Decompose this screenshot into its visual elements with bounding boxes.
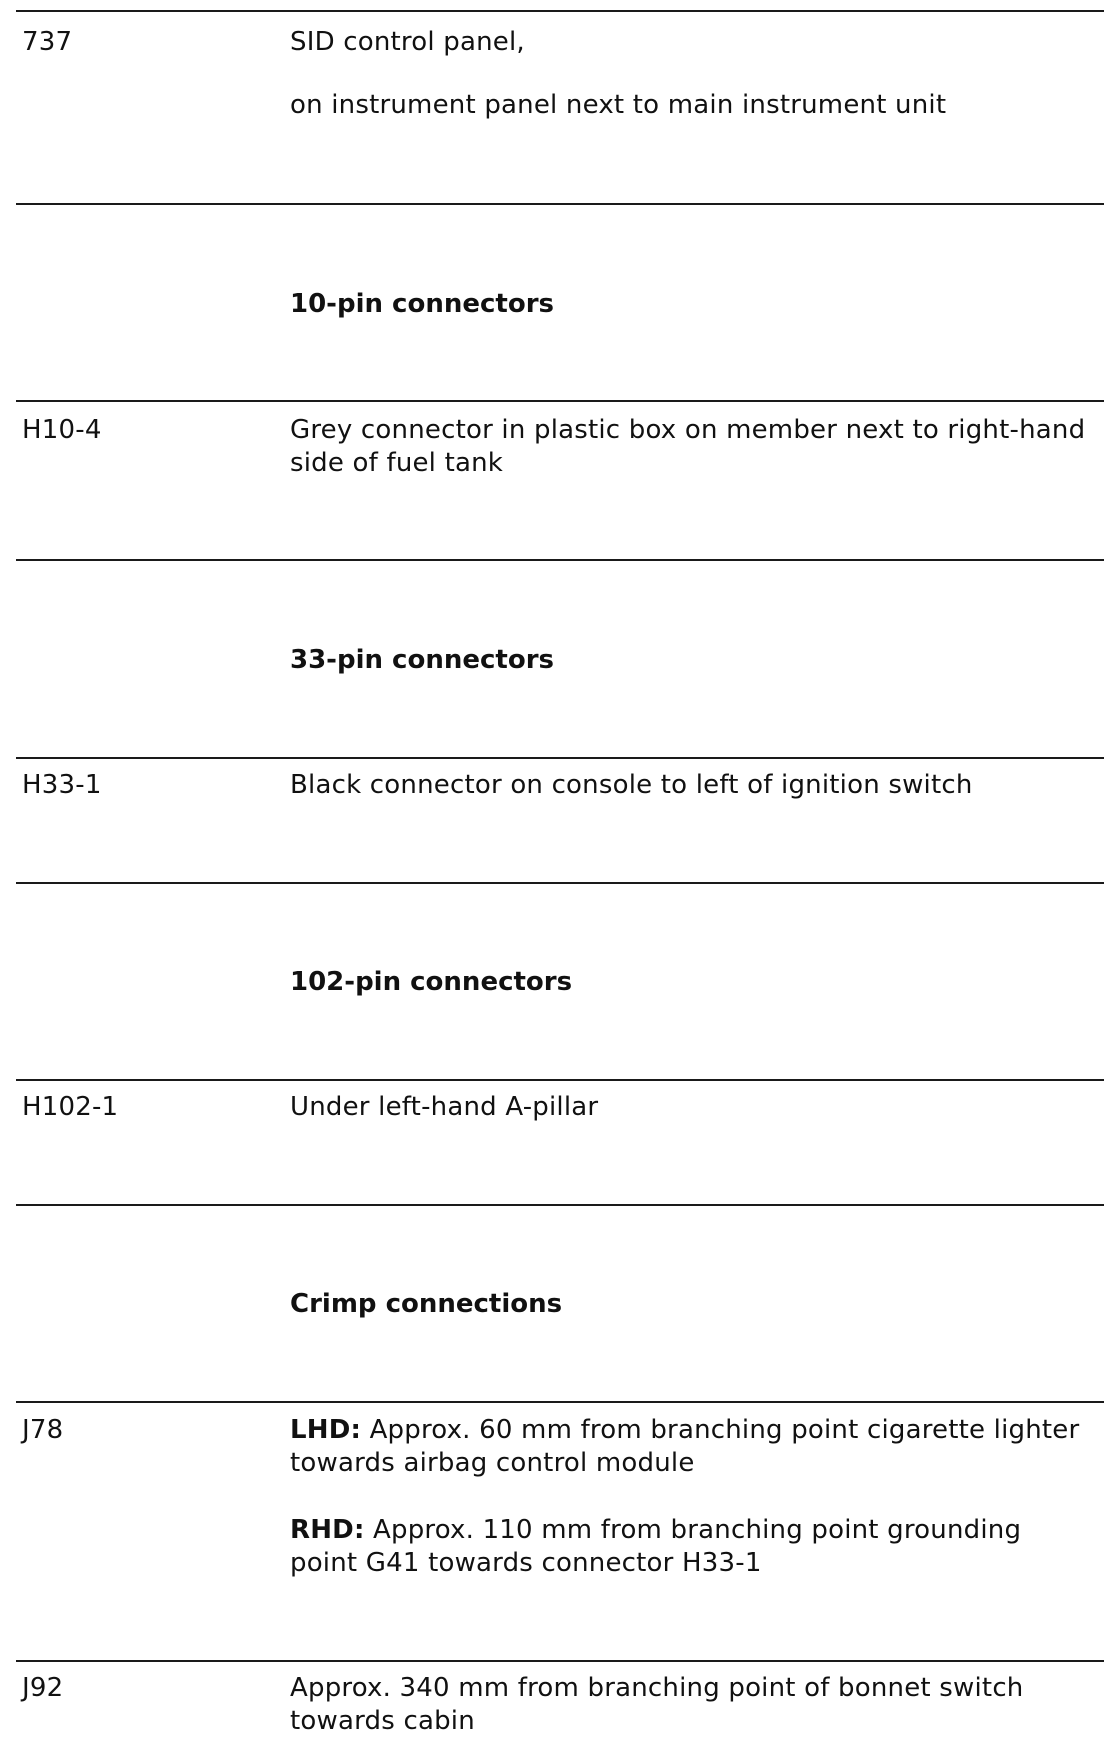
component-code-737: 737 [22,27,73,57]
lhd-text: Approx. 60 mm from branching point cigarette lighter towards airbag control module [290,1415,1080,1478]
description-line: on instrument panel next to main instrument unit [290,90,947,120]
component-description-737 [290,26,1090,122]
divider [16,203,1104,205]
divider [16,1660,1104,1662]
component-code-h102-1: H102-1 [22,1092,119,1122]
divider [16,1204,1104,1206]
divider [16,882,1104,884]
rhd-label: RHD: [290,1515,365,1545]
component-description-h33-1: Black connector on console to left of ignition switch [290,770,973,800]
component-code-j92: J92 [22,1673,64,1703]
component-description-j78 [290,1414,1090,1580]
component-description-j92: Approx. 340 mm from branching point of bonnet switch towards cabin [290,1673,1024,1736]
component-code-h10-4: H10-4 [22,415,102,445]
component-description-h102-1: Under left-hand A-pillar [290,1092,599,1122]
section-heading-10-pin: 10-pin connectors [290,289,554,319]
section-heading-33-pin: 33-pin connectors [290,645,554,675]
divider [16,757,1104,759]
component-code-j78: J78 [22,1415,64,1445]
rhd-text: Approx. 110 mm from branching point grounding point G41 towards connector H33-1 [290,1515,1022,1578]
section-heading-102-pin: 102-pin connectors [290,967,573,997]
description-line: SID control panel, [290,27,525,57]
section-heading-crimp-connections: Crimp connections [290,1289,563,1319]
divider [16,559,1104,561]
divider [16,1401,1104,1403]
rhd-note [290,1514,1090,1580]
component-description-h10-4: Grey connector in plastic box on member next to right-hand side of fuel tank [290,415,1086,478]
lhd-note [290,1414,1090,1480]
divider [16,10,1104,12]
component-code-h33-1: H33-1 [22,770,102,800]
divider [16,1079,1104,1081]
lhd-label: LHD: [290,1415,362,1445]
divider [16,400,1104,402]
